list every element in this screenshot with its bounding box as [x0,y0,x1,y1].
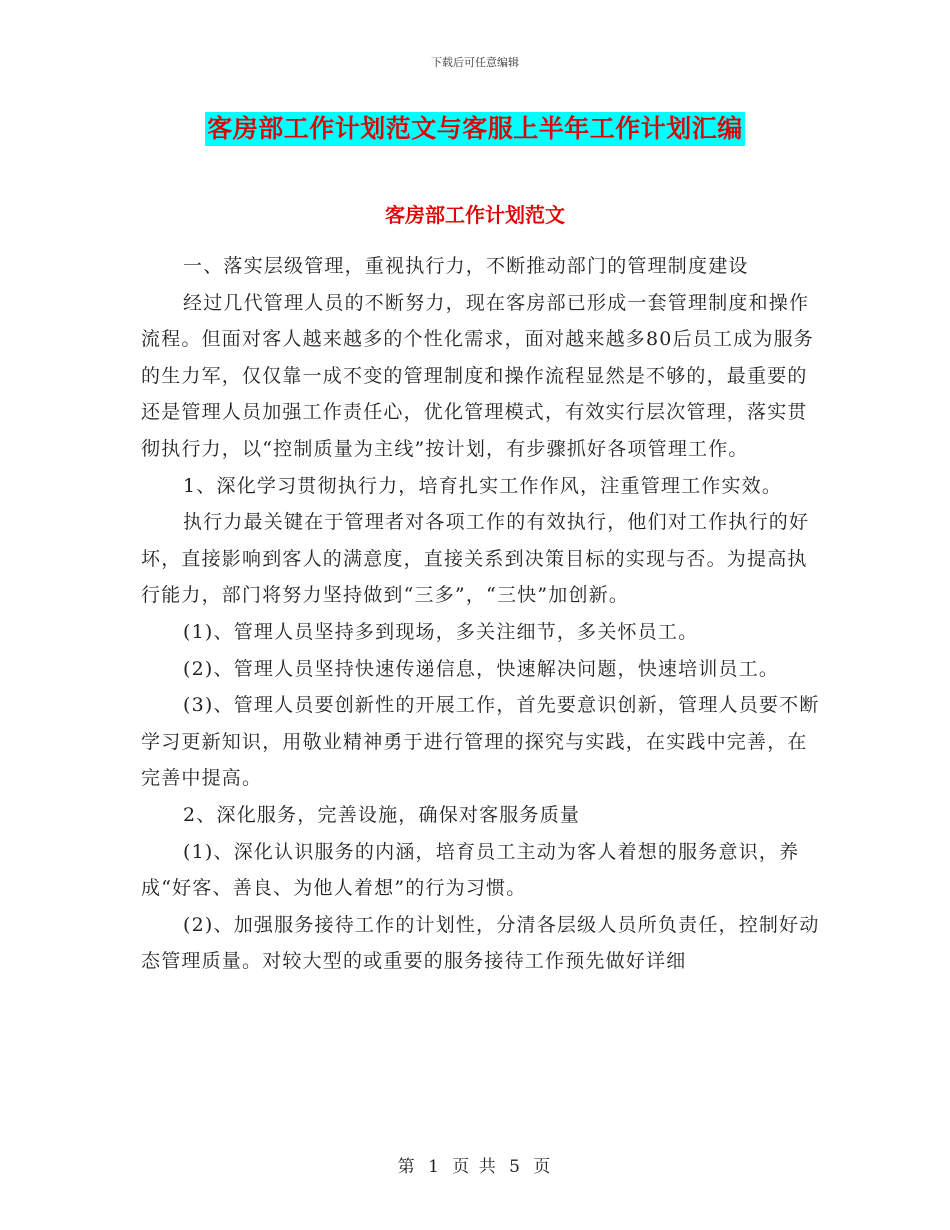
body-paragraph: 执行力最关键在于管理者对各项工作的有效执行，他们对工作执行的好坏，直接影响到客人的满意度，直接关系到决策目标的实现与否。为提高执行能力，部门将努力坚持做到“三多”，“三快”加创新。 [141,511,810,607]
list-item-paragraph: (3)、管理人员要创新性的开展工作，首先要意识创新，管理人员要不断学习更新知识，用敬业精神勇于进行管理的探究与实践，在实践中完善，在完善中提高。 [141,694,820,790]
subheading-paragraph: 2、深化服务，完善设施，确保对客服务质量 [183,803,581,826]
heading-paragraph: 一、落实层级管理，重视执行力，不断推动部门的管理制度建设 [183,255,749,277]
footer-suffix: 页 [533,1157,553,1177]
page-footer [0,1152,950,1177]
footer-prefix: 第 [397,1157,417,1177]
list-item-paragraph: (2)、加强服务接待工作的计划性，分清各层级人员所负责任，控制好动态管理质量。对较大型的或重要的服务接待工作预先做好详细 [141,913,820,973]
list-item-paragraph: (1)、深化认识服务的内涵，培育员工主动为客人着想的服务意识，养成“好客、善良、为他人着想”的行为习惯。 [141,840,800,900]
document-title: 客房部工作计划范文与客服上半年工作计划汇编 [205,112,745,146]
footer-middle: 页 共 [452,1157,498,1177]
document-title-wrap [0,112,950,146]
footer-page-number: 1 [428,1157,441,1177]
document-body [141,248,821,980]
body-paragraph: 经过几代管理人员的不断努力，现在客房部已形成一套管理制度和操作流程。但面对客人越来越多的个性化需求，面对越来越多80后员工成为服务的生力军，仅仅靠一成不变的管理制度和操作流程显然是不够的，最重要的还是管理人员加强工作责任心，优化管理模式，有效实行层次管理，落实贯彻执行力，以“控制质量为主线”按计划，有步骤抓好各项管理工作。 [141,291,814,460]
footer-total-pages: 5 [509,1157,522,1177]
list-item-paragraph: (2)、管理人员坚持快速传递信息，快速解决问题，快速培训员工。 [183,657,780,680]
list-item-paragraph: (1)、管理人员坚持多到现场，多关注细节，多关怀员工。 [183,620,699,643]
subheading-paragraph: 1、深化学习贯彻执行力，培育扎实工作作风，注重管理工作实效。 [183,474,783,497]
header-note: 下载后可任意编辑 [431,56,519,69]
section-title: 客房部工作计划范文 [385,203,565,227]
